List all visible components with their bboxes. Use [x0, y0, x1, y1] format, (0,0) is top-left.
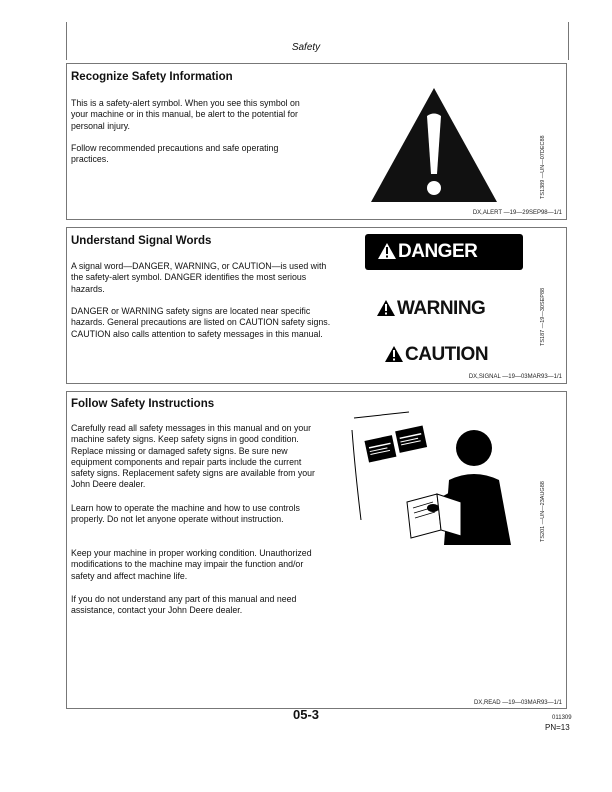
section-follow-safety	[66, 391, 567, 709]
paragraph: Carefully read all safety messages in this manual and on your machine safety signs. Keep safety signs in good condition. Replace missing or damaged safety signs. Be sure new equipment components and repair parts include the current safety signs. Replacement safety signs are available from your John Deere dealer.	[71, 423, 315, 490]
right-margin-rule	[568, 22, 569, 60]
reference-code: DX,SIGNAL —19—03MAR93—1/1	[468, 374, 562, 380]
running-header: Safety	[291, 42, 321, 53]
danger-label: DANGER	[378, 241, 477, 263]
section-title: Follow Safety Instructions	[71, 398, 215, 410]
page-number: 05-3	[292, 707, 320, 722]
section-signal-words	[66, 227, 567, 384]
section-title: Understand Signal Words	[71, 235, 212, 247]
danger-sign	[365, 234, 523, 270]
section-recognize-safety	[66, 63, 567, 220]
alert-triangle-icon	[385, 346, 403, 362]
paragraph: DANGER or WARNING safety signs are located near specific hazards. General precautions are listed on CAUTION safety signs. CAUTION also calls attention to safety messages in this manual.	[71, 306, 331, 339]
alert-triangle-icon	[377, 300, 395, 316]
warning-label: WARNING	[377, 298, 485, 320]
reference-code: DX,READ —19—03MAR93—1/1	[473, 700, 562, 706]
figure-code: TS201 —UN—23AUG88	[540, 481, 546, 542]
alert-triangle-icon	[378, 243, 396, 259]
paragraph: Follow recommended precautions and safe operating practices.	[71, 143, 279, 165]
person-reading-manual-illustration	[349, 410, 514, 550]
paragraph: A signal word—DANGER, WARNING, or CAUTION—is used with the safety-alert symbol. DANGER identifies the most serious hazards.	[71, 261, 327, 294]
caution-label: CAUTION	[385, 344, 488, 366]
footer-code: 011309	[552, 715, 572, 721]
paragraph: If you do not understand any part of this manual and need assistance, contact your John Deere dealer.	[71, 594, 297, 616]
safety-alert-symbol-icon	[369, 86, 499, 204]
section-title: Recognize Safety Information	[71, 71, 233, 83]
page-pn: PN=13	[545, 723, 570, 732]
paragraph: This is a safety-alert symbol. When you see this symbol on your machine or in this manual, be alert to the potential for personal injury.	[71, 98, 300, 131]
figure-code: TS1389 —UN—07DEC88	[540, 135, 546, 199]
reference-code: DX,ALERT —19—29SEP98—1/1	[472, 210, 562, 216]
paragraph: Keep your machine in proper working condition. Unauthorized modifications to the machine may impair the function and/or safety and affect machine life.	[71, 548, 312, 581]
figure-code: TS187 —19—30SEP88	[540, 287, 546, 346]
left-margin-rule	[66, 22, 67, 60]
paragraph: Learn how to operate the machine and how to use controls properly. Do not let anyone operate without instruction.	[71, 503, 300, 525]
